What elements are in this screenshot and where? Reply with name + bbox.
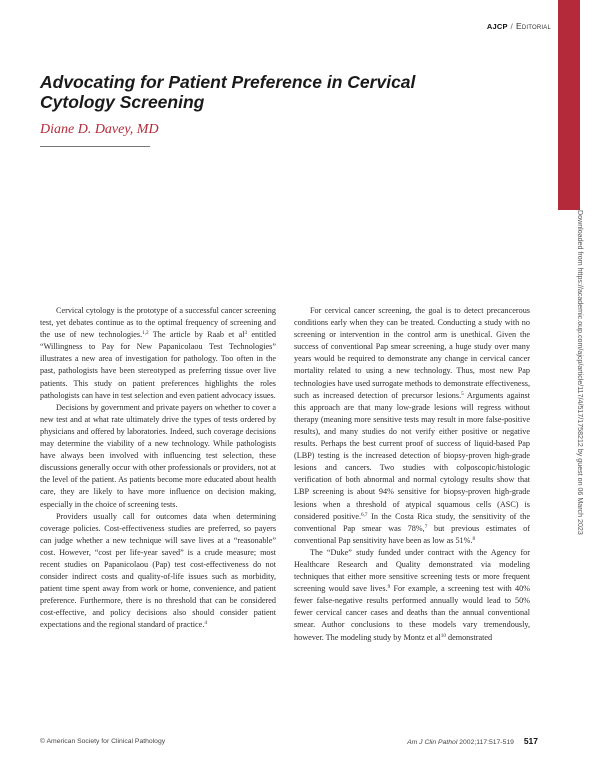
body-text: entitled “Willingness to Pay for New Papanicolaou Test Technologies” illustrates a new area of investigation for pathology. Too often in the past, pathologists have been stereotyped as preferring tissue over live patients. This study on patient preferences highlights the roles pathologists can have in test selection and even patient advocacy issues. bbox=[40, 330, 276, 400]
paragraph bbox=[40, 511, 276, 632]
body-text: Arguments against this approach are that many low-grade lesions will regress without therapy (meaning more sensitive tests may result in more false-positive results), and many studies do not verify either positive or negative results. Perhaps the best current proof of success of liquid-based Pap (LBP) testing is the increased detection of biopsy-proven high-grade lesions and cancers. Two studies with colposcopic/histologic verification of both abnormal and normal cytology results show that LBP screening is about 94% sensitive for biopsy-proven high-grade lesions when a threshold of atypical squamous cells (ASC) is considered positive. bbox=[294, 390, 530, 521]
body-text: Decisions by government and private payers on whether to cover a new test and at what rate ultimately drive the types of tests ordered by physicians and offered by laboratories. Indeed, such coverage decisions may determine the viability of a new technology. While pathologists have always been involved with influencing test selection, these discussions generally occur with other professionals or providers, not at the level of the patient. As patients become more educated about health care, they are likely to have more influence on decision making, especially in the choice of screening tests. bbox=[40, 402, 276, 509]
title-rule bbox=[40, 146, 150, 147]
accent-bar bbox=[558, 0, 580, 210]
citation-ref[interactable]: 4 bbox=[204, 620, 207, 627]
footer-citation bbox=[407, 736, 538, 746]
citation-ref[interactable]: 3 bbox=[244, 330, 248, 337]
citation-ref[interactable]: 7 bbox=[424, 523, 428, 530]
paragraph bbox=[40, 402, 276, 511]
citation-ref[interactable]: 5 bbox=[461, 390, 464, 397]
citation-ref[interactable]: 8 bbox=[472, 535, 476, 542]
body-text: but previous estimates of conventional Pap sensitivity have been as low as 51%. bbox=[294, 523, 530, 545]
body-text: demonstrated bbox=[445, 632, 493, 642]
header-separator: / bbox=[510, 22, 513, 31]
body-text: For example, a screening test with 40% fewer false-negative results performed annually would lead to 50% fewer cervical cancer cases and deaths than the annual conventional smear. Author conclusions to these models vary tremendously, however. The modeling study by Montz et al bbox=[294, 584, 530, 642]
citation-ref[interactable]: 10 bbox=[440, 632, 446, 639]
download-note: Downloaded from https://academic.oup.com/ajcp/article/117/4/517/1758212 by guest on 06 March 2023 bbox=[576, 210, 584, 535]
paragraph bbox=[294, 305, 530, 547]
body-text: Providers usually call for outcomes data when determining coverage policies. Cost-effectiveness studies are preferred, so payers can judge whether a new technique will save lives at a “reasonable” cost. However, “cost per life-year saved” is a crude measure; most recent studies on Papanicolaou (Pap) test cost-effectiveness do not consider indirect costs and quality-of-life issues such as morbidity, patient time spent away from work or home, convenience, and patient preference. Furthermore, there is no threshold that can be considered cost-effective, and policy decisions also should consider patient expectations and the regional standard of practice. bbox=[40, 511, 276, 630]
running-header bbox=[487, 21, 551, 31]
body-text: The “Duke” study funded under contract with the Agency for Healthcare Research and Quality demonstrated via modeling techniques that either more sensitive screening tests or more frequent screening would save lives. bbox=[294, 547, 530, 594]
body-text: The article by Raab et al bbox=[148, 330, 245, 340]
citation-journal: Am J Clin Pathol bbox=[407, 739, 458, 746]
right-column bbox=[294, 305, 530, 644]
body-text: Cervical cytology is the prototype of a successful cancer screening test, yet debates continue as to the optimal frequency of screening and the use of new technologies. bbox=[40, 306, 276, 340]
footer-copyright: © American Society for Clinical Pathology bbox=[40, 738, 166, 745]
citation-details: 2002;117:517-519 bbox=[459, 739, 514, 746]
citation-ref[interactable]: 1,2 bbox=[142, 330, 149, 337]
citation-ref[interactable]: 6,7 bbox=[361, 511, 368, 518]
citation-ref[interactable]: 9 bbox=[387, 584, 391, 591]
body-text: In the Costa Rica study, the sensitivity of the conventional Pap smear was 78%, bbox=[294, 511, 530, 533]
paragraph bbox=[294, 547, 530, 644]
paragraph bbox=[40, 305, 276, 402]
journal-name: AJCP bbox=[486, 22, 508, 31]
section-name: Editorial bbox=[515, 21, 551, 31]
page-number: 517 bbox=[523, 736, 538, 746]
article-title: Advocating for Patient Preference in Cervical Cytology Screening bbox=[40, 72, 416, 112]
article-author: Diane D. Davey, MD bbox=[40, 122, 159, 137]
body-text: For cervical cancer screening, the goal is to detect precancerous conditions early when they can be treated. Conducting a study with no screening or intervention in the control arm is unethical. Given the success of conventional Pap smear screening, a huge study over many years would be required to demonstrate any change in cervical cancer mortality related to using a new technology. Thus, most new Pap technologies have used surrogate methods to demonstrate effectiveness, such as increased detection of precursor lesions. bbox=[294, 306, 530, 400]
left-column bbox=[40, 305, 276, 632]
